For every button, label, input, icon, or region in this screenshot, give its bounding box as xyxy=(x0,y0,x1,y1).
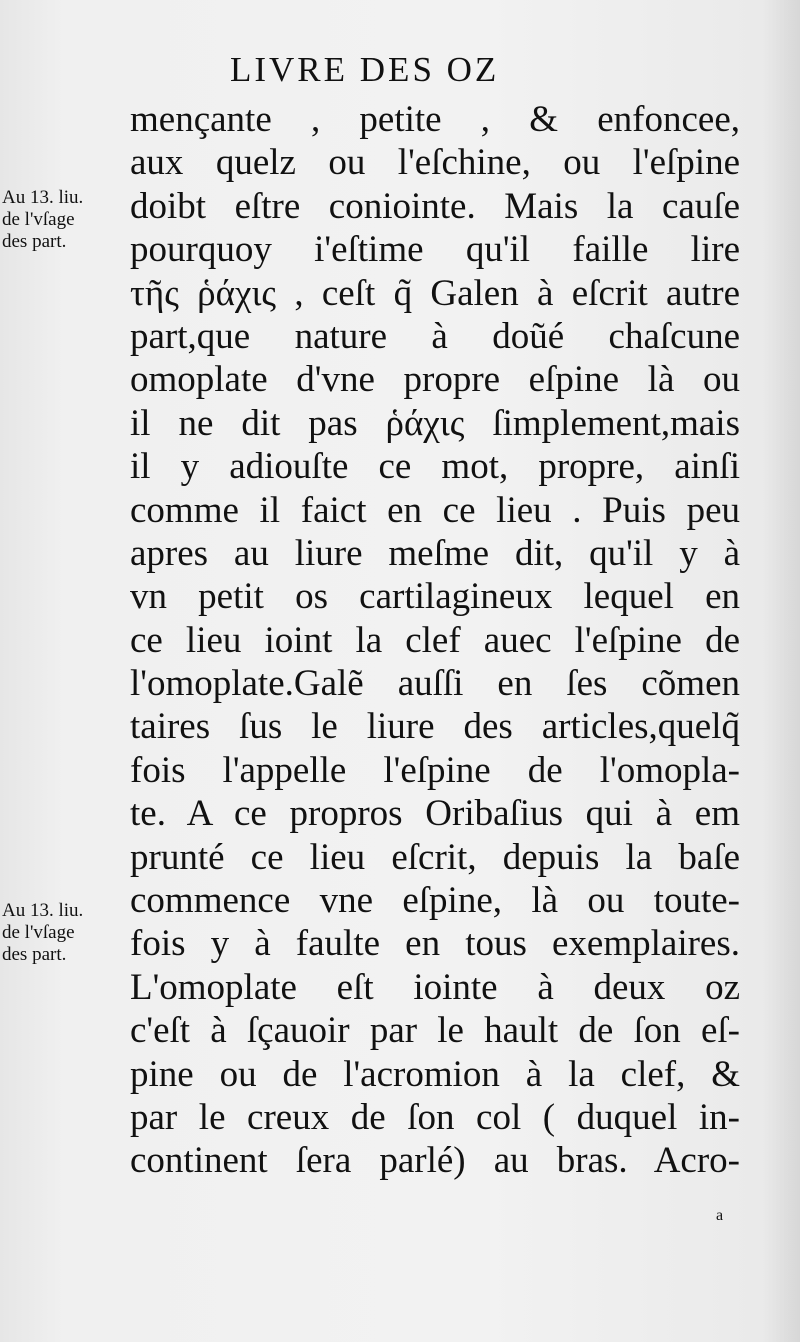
text-line: il ne dit pas ῥάχις ſimplement,mais xyxy=(130,402,740,444)
margin-note-line: de l'vſage xyxy=(2,209,75,230)
page-edge-shadow xyxy=(762,0,800,1342)
running-title: LIVRE DES OZ xyxy=(230,50,500,89)
text-line: te. A ce propros Oribaſius qui à em xyxy=(130,793,740,835)
text-line: L'omoplate eſt iointe à deux oz xyxy=(130,966,740,1008)
text-line: l'omoplate.Galẽ auſſi en ſes cõmen xyxy=(130,663,740,705)
catchword: a xyxy=(716,1207,724,1224)
text-line: ce lieu ioint la clef auec l'eſpine de xyxy=(130,619,740,661)
margin-note-2 xyxy=(2,900,127,966)
text-line: par le creux de ſon col ( duquel in- xyxy=(130,1096,740,1138)
text-line: τῆς ῥάχις , ceſt q̃ Galen à eſcrit autre xyxy=(130,272,740,314)
margin-note-line: de l'vſage xyxy=(2,922,75,943)
text-line: fois y à faulte en tous exemplaires. xyxy=(130,923,740,965)
text-line: pine ou de l'acromion à la clef, & xyxy=(130,1053,740,1095)
margin-note-1 xyxy=(2,187,127,253)
text-line: comme il faict en ce lieu . Puis peu xyxy=(130,489,740,531)
margin-note-line: des part. xyxy=(2,944,67,965)
text-line: aux quelz ou l'eſchine, ou l'eſpine xyxy=(130,142,740,184)
text-line: pourquoy i'eſtime qu'il faille lire xyxy=(130,229,740,271)
margin-note-line: des part. xyxy=(2,231,67,252)
margin-note-line: Au 13. liu. xyxy=(2,900,84,921)
text-line: apres au liure meſme dit, qu'il y à xyxy=(130,532,740,574)
text-line: fois l'appelle l'eſpine de l'omopla- xyxy=(130,749,740,791)
text-line: il y adiouſte ce mot, propre, ainſi xyxy=(130,446,740,488)
margin-note-line: Au 13. liu. xyxy=(2,187,84,208)
text-line: vn petit os cartilagineux lequel en xyxy=(130,576,740,618)
body-text xyxy=(130,98,740,1183)
text-line: doibt eſtre coniointe. Mais la cauſe xyxy=(130,185,740,227)
text-line: mençante , petite , & enfoncee, xyxy=(130,99,740,140)
text-line: part,que nature à doũé chaſcune xyxy=(130,315,740,357)
text-line: omoplate d'vne propre eſpine là ou xyxy=(130,359,740,401)
text-line: taires ſus le liure des articles,quelq̃ xyxy=(130,706,740,748)
text-line: prunté ce lieu eſcrit, depuis la baſe xyxy=(130,836,740,878)
text-line: continent ſera parlé) au bras. Acro- xyxy=(130,1140,740,1182)
text-line: commence vne eſpine, là ou toute- xyxy=(130,880,740,922)
text-line: c'eſt à ſçauoir par le hault de ſon eſ- xyxy=(130,1010,740,1052)
